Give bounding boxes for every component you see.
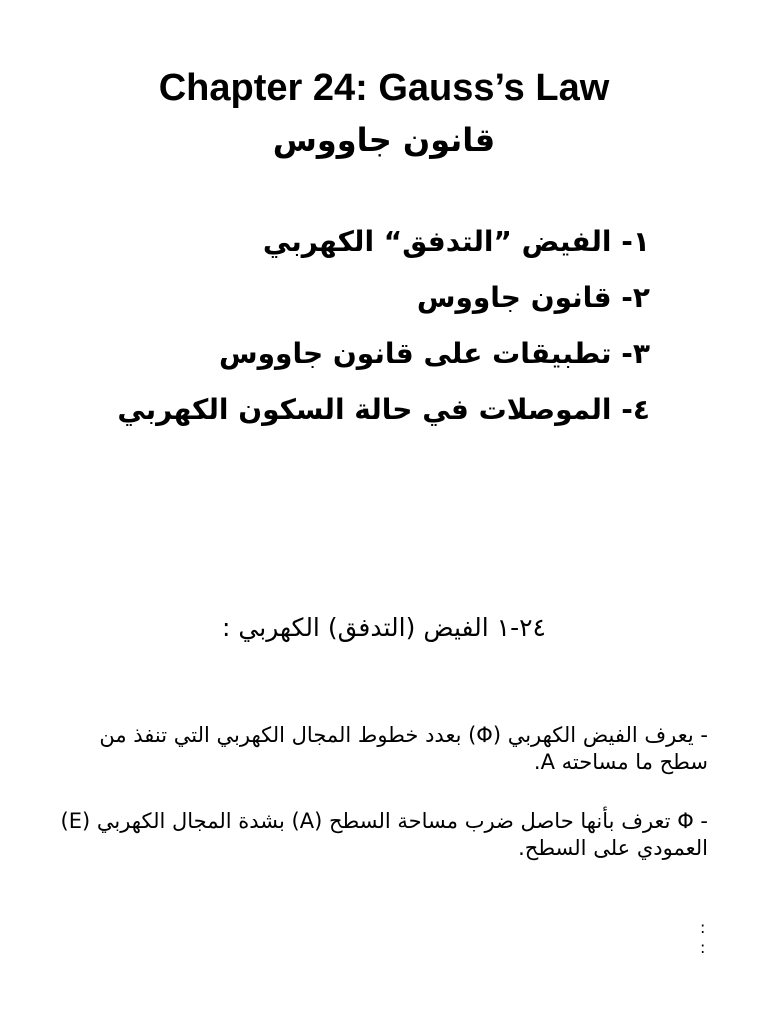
trailing-marks (700, 918, 720, 958)
topic-item-4: ٤- الموصلات في حالة السكون الكهربي (117, 393, 650, 426)
trailing-mark: : (700, 918, 706, 937)
topic-item-2: ٢- قانون جاووس (416, 281, 650, 314)
chapter-title: Chapter 24: Gauss’s Law (158, 67, 610, 109)
chapter-title-arabic: قانون جاووس (272, 121, 496, 159)
trailing-mark: : (700, 938, 706, 957)
flux-definition-paragraph: - يعرف الفيض الكهربي (Φ) بعدد خطوط المجال الكهربي التي تنفذ من سطح ما مساحته A. (99, 723, 708, 774)
topic-item-1: ١- الفيض ”التدفق“ الكهربي (262, 225, 650, 258)
topics-list (90, 214, 650, 438)
flux-formula-paragraph: - Φ تعرف بأنها حاصل ضرب مساحة السطح (A) بشدة المجال الكهربي (E) العمودي على السطح. (60, 809, 708, 860)
section-heading: ٢٤-١ الفيض (التدفق) الكهربي : (222, 613, 546, 642)
topic-item-3: ٣- تطبيقات على قانون جاووس (219, 337, 650, 370)
